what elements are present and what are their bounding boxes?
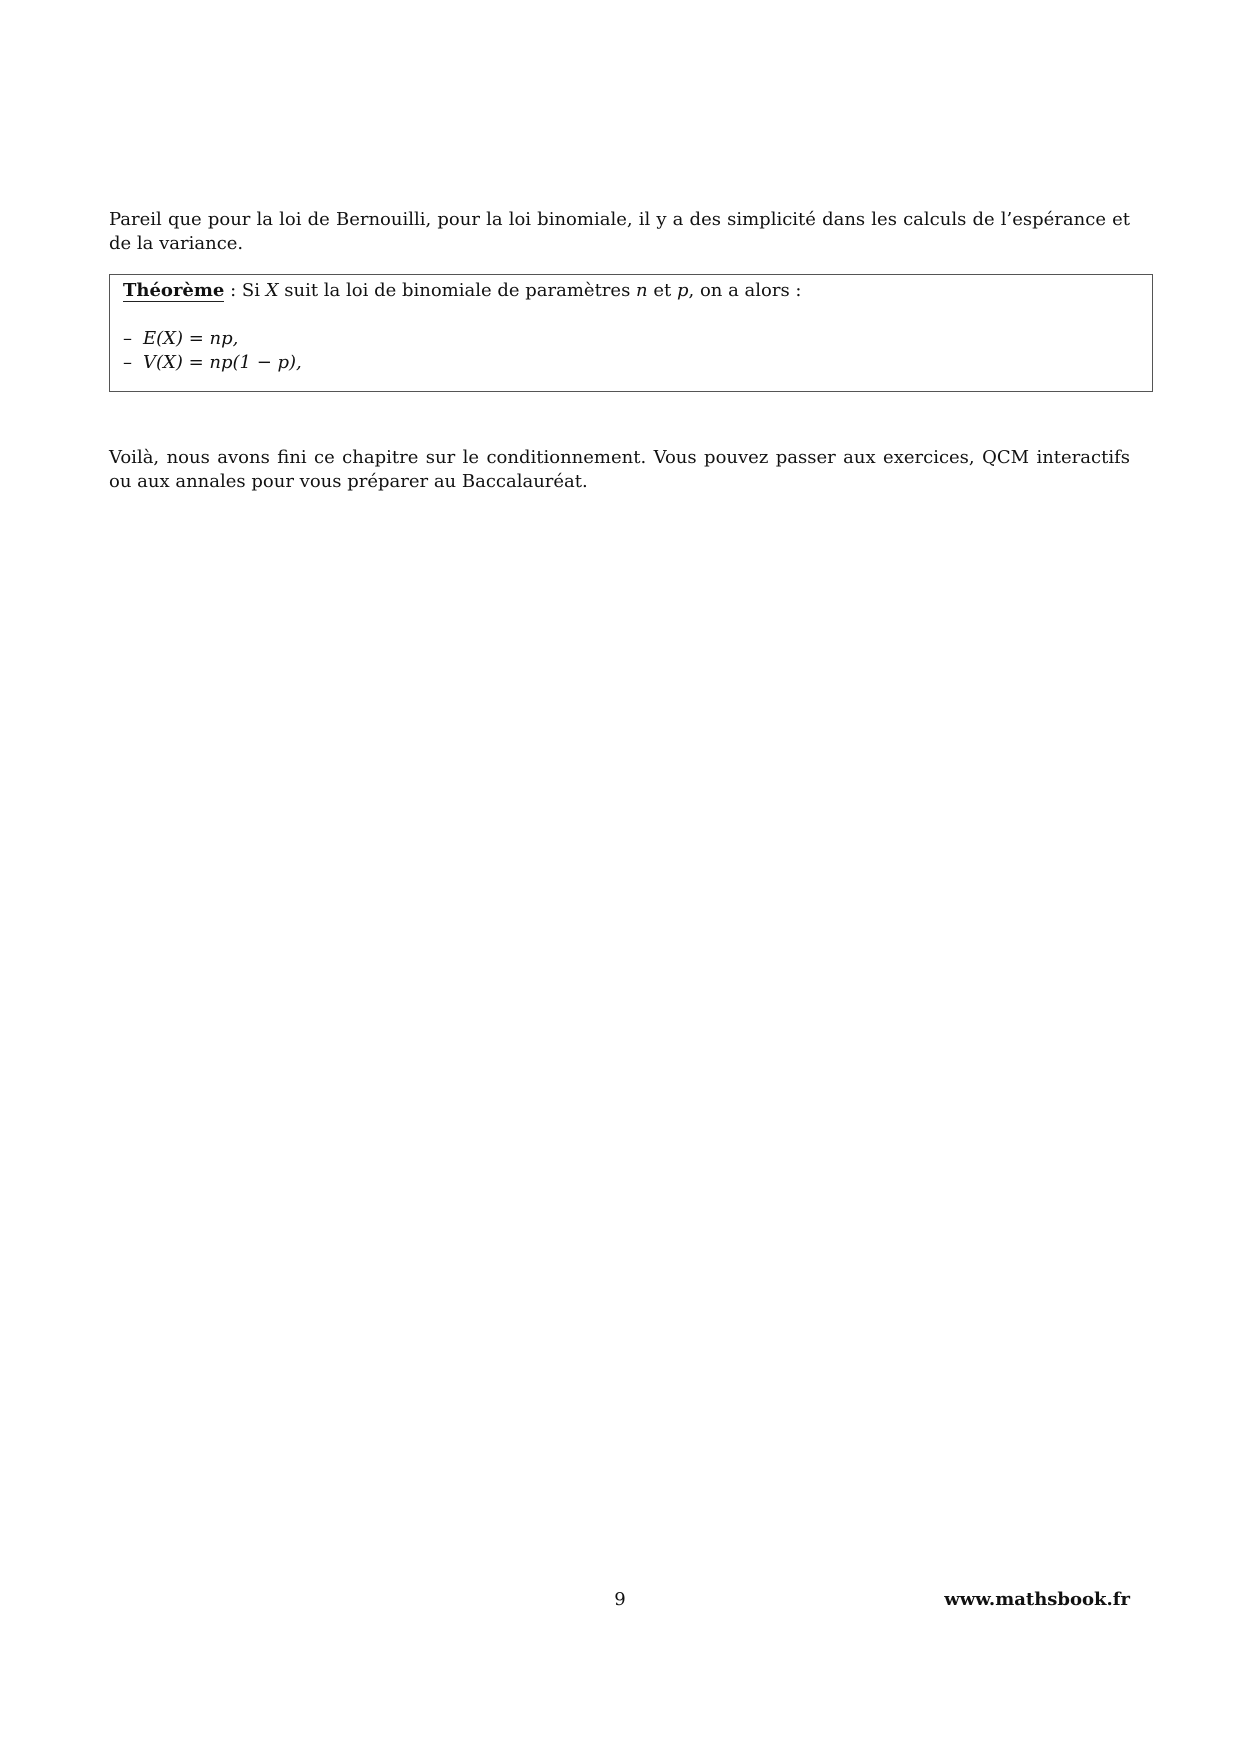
formula-expectation	[123, 327, 302, 351]
formula-list	[123, 327, 302, 375]
formula-variance-text: V(X) = np(1 − p),	[143, 352, 302, 373]
theorem-text-4: , on a alors :	[688, 280, 802, 301]
formula-dash: –	[123, 328, 132, 349]
theorem-text-1: : Si	[224, 280, 266, 301]
intro-paragraph: Pareil que pour la loi de Bernouilli, pour la loi binomiale, il y a des simplicité dans les calculs de l’espérance et de la variance.	[109, 209, 1130, 254]
site-url: www.mathsbook.fr	[944, 1589, 1130, 1610]
theorem-label: Théorème	[123, 280, 225, 301]
theorem-text-3: et	[647, 280, 677, 301]
theorem-var-p: p	[676, 280, 689, 301]
theorem-var-n: n	[636, 280, 648, 301]
closing-paragraph: Voilà, nous avons fini ce chapitre sur le conditionnement. Vous pouvez passer aux exercices, QCM interactifs ou aux annales pour vous préparer au Baccalauréat.	[109, 447, 1130, 492]
formula-expectation-text: E(X) = np,	[143, 328, 239, 349]
page-number: 9	[614, 1589, 626, 1610]
theorem-statement	[123, 279, 802, 303]
theorem-var-x: X	[265, 280, 279, 301]
formula-variance	[123, 351, 302, 375]
theorem-box	[109, 274, 1153, 392]
formula-dash: –	[123, 352, 132, 373]
theorem-text-2: suit la loi de binomiale de paramètres	[278, 280, 637, 301]
